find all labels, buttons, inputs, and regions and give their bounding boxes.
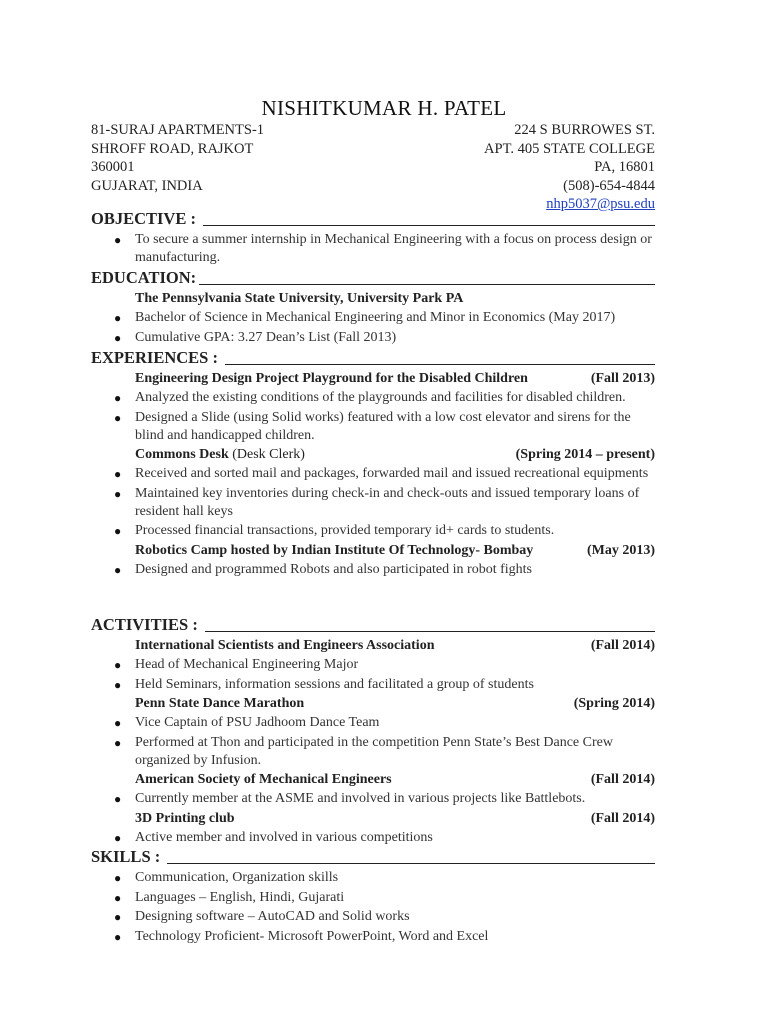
bullet-icon: ● <box>114 735 122 750</box>
entry-organization: Penn State Dance Marathon <box>135 696 305 711</box>
entry-organization: International Scientists and Engineers Association <box>135 638 435 653</box>
experiences-body <box>91 370 655 579</box>
section-heading <box>91 349 655 368</box>
bullet-icon: ● <box>114 929 122 944</box>
section-title: SKILLS : <box>91 847 165 866</box>
entry-date: (Fall 2014) <box>590 772 655 787</box>
bullet-icon: ● <box>114 486 122 501</box>
entry-role: (Desk Clerk) <box>228 447 305 462</box>
section-title: EDUCATION: <box>91 268 197 287</box>
entry-bullets <box>91 714 655 770</box>
entry-heading <box>91 370 655 388</box>
address-line: PA, 16801 <box>594 159 655 175</box>
address-line: SHROFF ROAD, RAJKOT <box>91 140 254 157</box>
entry-heading <box>91 695 655 713</box>
entry-bullets <box>91 389 655 445</box>
bullet-text: Maintained key inventories during check-in and check-outs and issued temporary loans of resident hall keys <box>135 485 640 519</box>
entry-heading <box>91 810 655 828</box>
bullet-icon: ● <box>114 871 122 885</box>
bullet-text: Performed at Thon and participated in the competition Penn State’s Best Dance Crew organized by Infusion. <box>135 734 613 768</box>
bullet-text: Designed and programmed Robots and also participated in robot fights <box>135 561 532 577</box>
bullet-item <box>91 409 655 445</box>
bullet-item <box>91 561 655 579</box>
school-name: The Pennsylvania State University, University Park PA <box>135 291 464 306</box>
section-rule <box>225 364 655 365</box>
bullet-text: Head of Mechanical Engineering Major <box>135 657 359 672</box>
bullet-item <box>91 465 655 483</box>
section-heading <box>91 210 655 229</box>
bullet-icon: ● <box>114 311 122 325</box>
candidate-name: NISHITKUMAR H. PATEL <box>261 96 507 120</box>
bullet-icon: ● <box>114 658 122 672</box>
bullet-item <box>91 928 655 946</box>
address-line: GUJARAT, INDIA <box>91 177 203 194</box>
skills-list <box>91 869 655 946</box>
bullet-icon: ● <box>114 890 122 905</box>
experiences-section <box>91 349 655 580</box>
bullet-item <box>91 714 655 732</box>
bullet-item <box>91 485 655 521</box>
entry-heading <box>91 446 655 464</box>
section-rule <box>203 225 655 226</box>
entry-date: (Fall 2014) <box>590 810 655 826</box>
activities-body <box>91 637 655 847</box>
entry-bullets <box>91 465 655 540</box>
entry-bullets <box>91 790 655 808</box>
entry-bullets <box>91 656 655 694</box>
bullet-text: Designing software – AutoCAD and Solid works <box>135 909 410 924</box>
skills-section <box>91 848 655 947</box>
bullet-icon: ● <box>114 233 122 247</box>
bullet-text: Languages – English, Hindi, Gujarati <box>135 889 345 905</box>
bullet-text: To secure a summer internship in Mechanical Engineering with a focus on process design or manufacturing. <box>135 232 652 265</box>
objective-section <box>91 210 655 269</box>
entry-bullets <box>91 829 655 847</box>
bullet-item <box>91 389 655 407</box>
education-section <box>91 269 655 348</box>
bullet-text: Cumulative GPA: 3.27 Dean’s List (Fall 2013) <box>135 329 397 345</box>
bullet-text: Bachelor of Science in Mechanical Engineering and Minor in Economics (May 2017) <box>135 310 616 325</box>
bullet-item <box>91 329 655 347</box>
section-rule <box>205 631 655 632</box>
bullet-item <box>91 309 655 327</box>
bullet-text: Held Seminars, information sessions and facilitated a group of students <box>135 676 534 692</box>
bullet-item <box>91 522 655 540</box>
bullet-icon: ● <box>114 467 122 481</box>
school-address <box>484 121 655 214</box>
entry-date: (Fall 2013) <box>590 371 655 386</box>
section-heading <box>91 269 655 288</box>
phone-number: (508)-654-4844 <box>563 177 655 194</box>
entry-organization: Robotics Camp hosted by Indian Institute Of Technology- Bombay <box>135 542 534 558</box>
address-line: 81-SURAJ APARTMENTS-1 <box>91 122 265 138</box>
section-heading <box>91 848 655 867</box>
entry-date: (Spring 2014) <box>573 696 655 711</box>
bullet-text: Processed financial transactions, provided temporary id+ cards to students. <box>135 523 555 538</box>
entry-date: (May 2013) <box>586 542 655 558</box>
bullet-item <box>91 734 655 770</box>
entry-heading <box>91 542 655 560</box>
address-line: 360001 <box>91 159 135 175</box>
bullet-text: Received and sorted mail and packages, forwarded mail and issued recreational equipments <box>135 466 649 481</box>
bullet-icon: ● <box>114 562 122 577</box>
bullet-icon: ● <box>114 910 122 924</box>
activities-section <box>91 616 655 848</box>
address-line: 224 S BURROWES ST. <box>514 122 655 138</box>
section-heading <box>91 616 655 635</box>
bullet-text: Currently member at the ASME and involved in various projects like Battlebots. <box>135 791 586 806</box>
entry-date: (Spring 2014 – present) <box>515 447 655 462</box>
entry-organization: Engineering Design Project Playground for the Disabled Children <box>135 371 528 386</box>
bullet-text: Designed a Slide (using Solid works) featured with a low cost elevator and sirens for the blind and handicapped children. <box>135 409 631 443</box>
entry-heading <box>91 771 655 789</box>
bullet-text: Analyzed the existing conditions of the playgrounds and facilities for disabled children. <box>135 390 626 405</box>
bullet-icon: ● <box>114 677 122 692</box>
objective-list <box>91 231 655 267</box>
email-link[interactable]: nhp5037@psu.edu <box>546 196 655 212</box>
bullet-item <box>91 656 655 674</box>
bullet-text: Active member and involved in various competitions <box>135 829 433 845</box>
entry-date: (Fall 2014) <box>590 638 655 653</box>
bullet-text: Communication, Organization skills <box>135 870 339 885</box>
education-list <box>91 309 655 347</box>
bullet-item <box>91 676 655 694</box>
home-address <box>91 121 264 195</box>
section-rule <box>199 284 655 285</box>
bullet-icon: ● <box>114 330 122 345</box>
bullet-item <box>91 790 655 808</box>
bullet-icon: ● <box>114 792 122 806</box>
section-title: EXPERIENCES : <box>91 348 223 367</box>
entry-bullets <box>91 561 655 579</box>
entry-organization: American Society of Mechanical Engineers <box>135 772 392 787</box>
address-line: APT. 405 STATE COLLEGE <box>484 140 655 157</box>
bullet-item <box>91 908 655 926</box>
bullet-text: Technology Proficient- Microsoft PowerPoint, Word and Excel <box>135 928 489 944</box>
bullet-icon: ● <box>114 410 122 425</box>
bullet-item <box>91 869 655 887</box>
bullet-icon: ● <box>114 830 122 845</box>
bullet-icon: ● <box>114 716 122 730</box>
bullet-text: Vice Captain of PSU Jadhoom Dance Team <box>135 715 380 730</box>
entry-heading <box>91 637 655 655</box>
bullet-item <box>91 231 655 267</box>
bullet-item <box>91 889 655 907</box>
entry-organization: 3D Printing club <box>135 810 235 826</box>
section-title: OBJECTIVE : <box>91 209 201 228</box>
section-rule <box>167 863 655 864</box>
bullet-icon: ● <box>114 524 122 538</box>
bullet-icon: ● <box>114 391 122 405</box>
entry-organization: Commons Desk <box>135 447 229 462</box>
section-title: ACTIVITIES : <box>91 615 202 634</box>
bullet-item <box>91 829 655 847</box>
